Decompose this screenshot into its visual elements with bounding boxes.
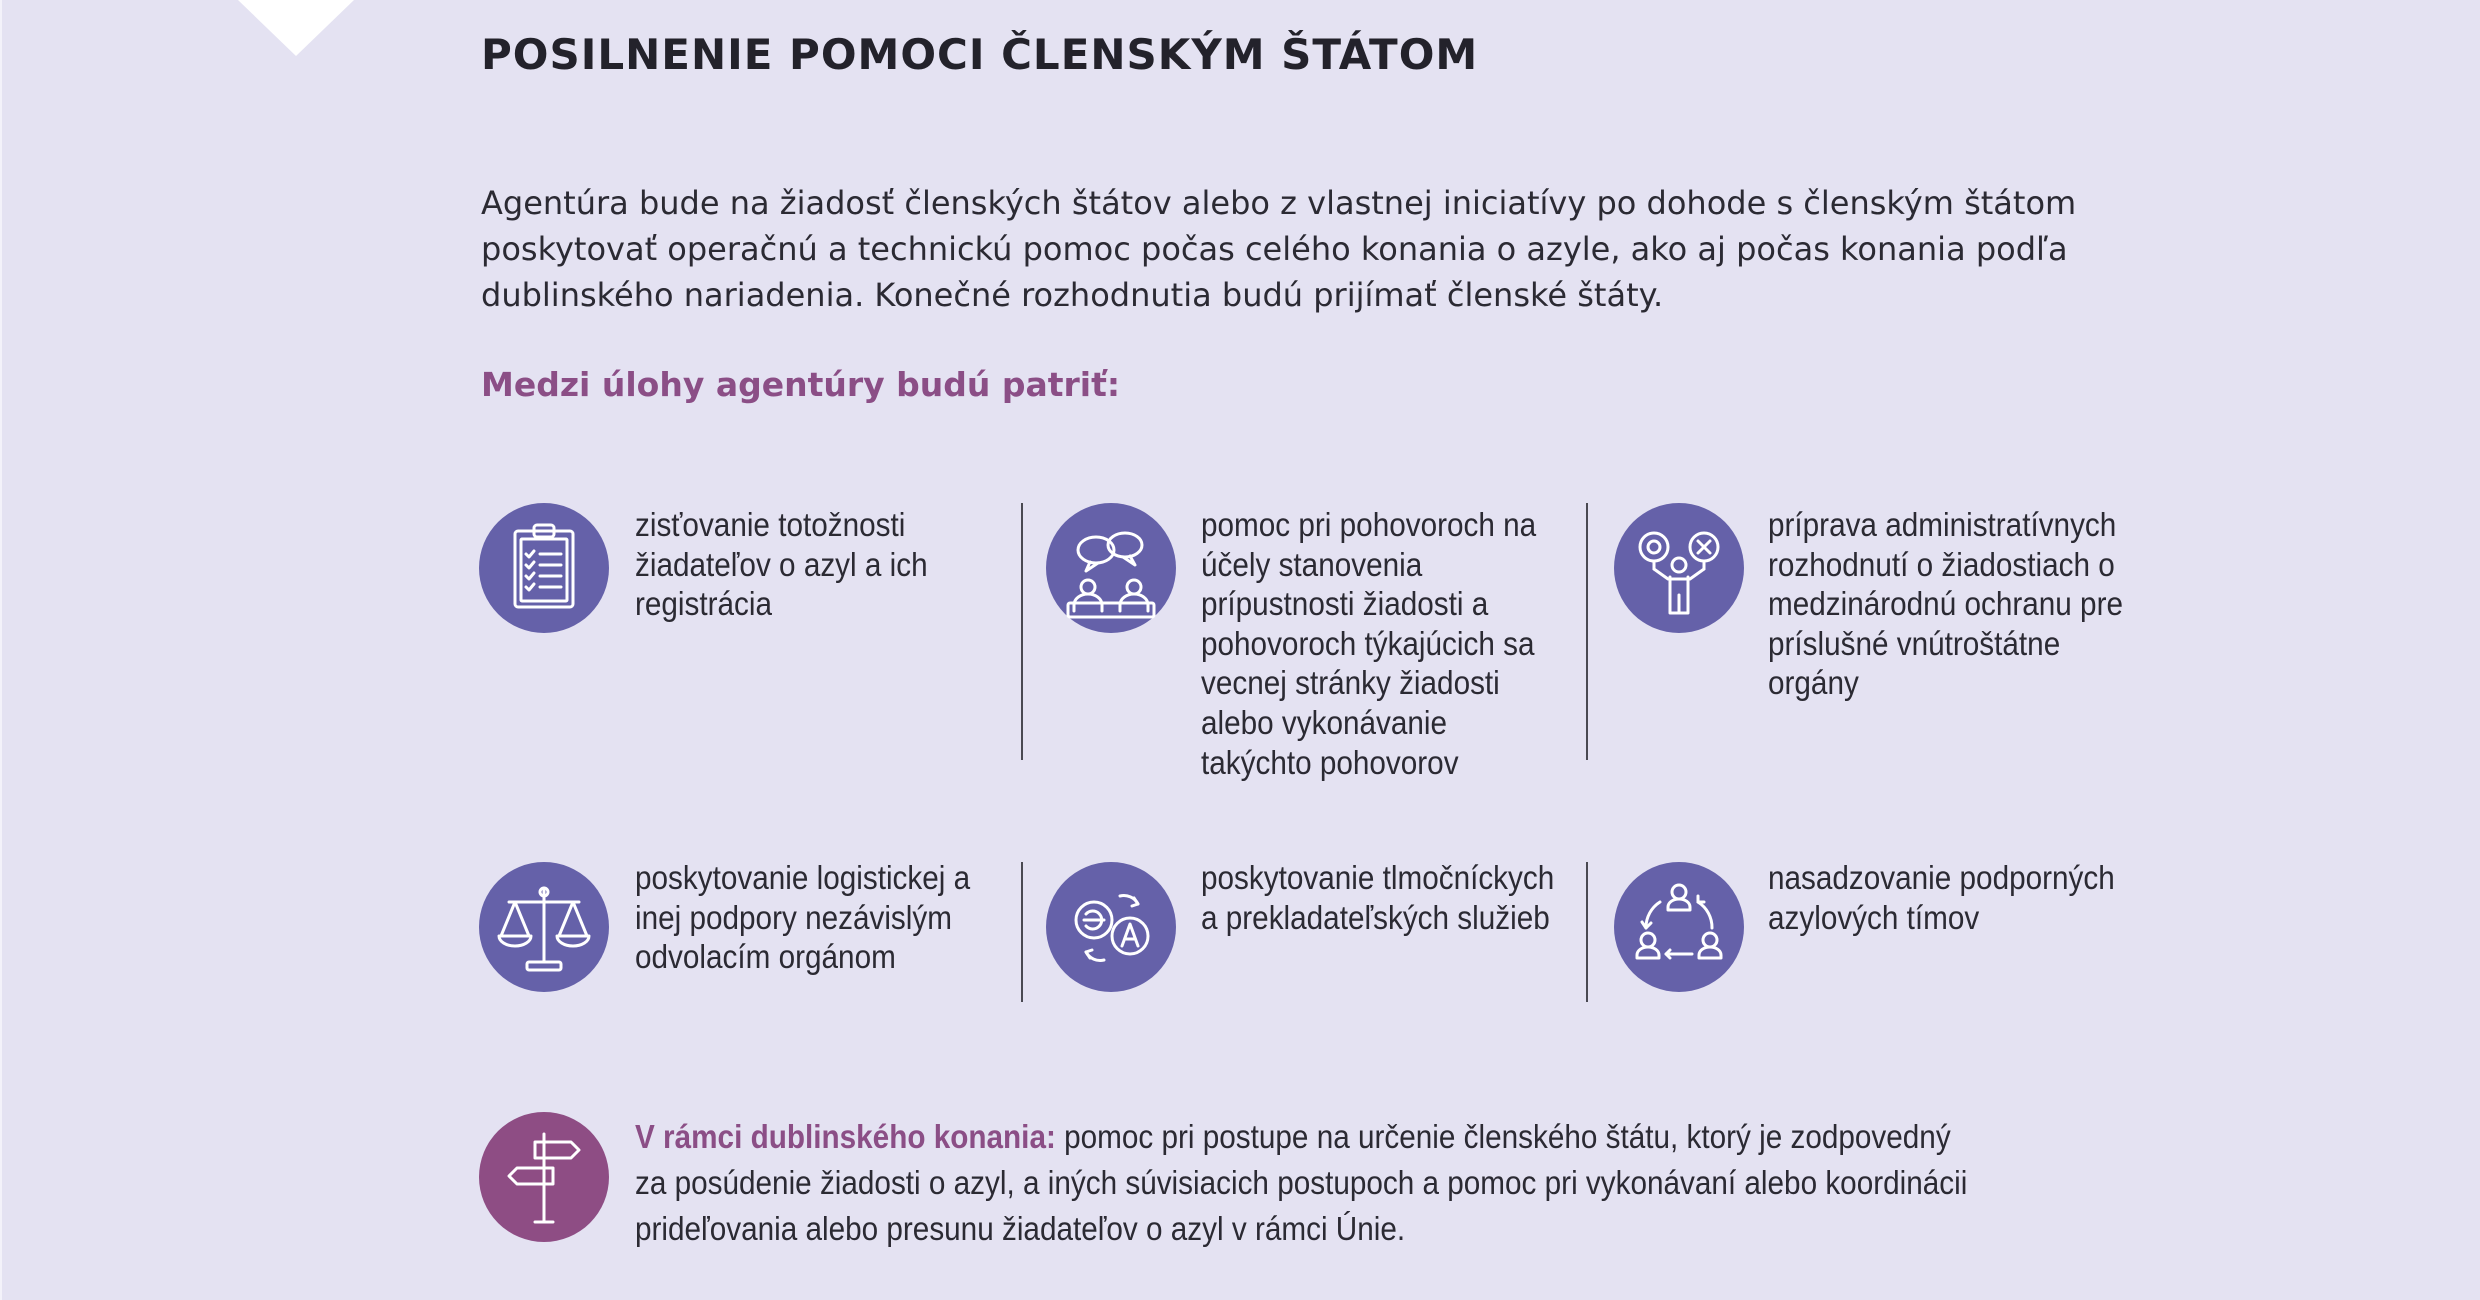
- tab-notch: [238, 0, 354, 56]
- dublin-paragraph: [635, 1114, 1985, 1252]
- task-label-decisions: príprava administratívnych rozhodnutí o žiadostiach o medzinárodnú ochranu pre príslušné vnútroštátne orgány: [1768, 506, 2123, 702]
- signpost-icon: [479, 1112, 609, 1242]
- translation-icon: [1046, 862, 1176, 992]
- dublin-lead: V rámci dublinského konania:: [635, 1118, 1056, 1155]
- tasks-heading: Medzi úlohy agentúry budú patriť:: [481, 365, 1121, 404]
- intro-paragraph: Agentúra bude na žiadosť členských štátov alebo z vlastnej iniciatívy po dohode s členským štátom poskytovať operačnú a technickú pomoc počas celého konania o azyle, ako aj počas konania podľa dublinského nariadenia. Konečné rozhodnutia budú prijímať členské štáty.: [481, 184, 2077, 314]
- page-edge: [0, 0, 2, 1300]
- column-divider: [1021, 503, 1023, 760]
- column-divider: [1586, 862, 1588, 1002]
- task-label-interpreting: poskytovanie tlmočníckych a prekladateľských služieb: [1201, 859, 1555, 936]
- task-label-logistics: poskytovanie logistickej a inej podpory nezávislým odvolacím orgánom: [635, 859, 971, 976]
- team-cycle-icon: [1614, 862, 1744, 992]
- column-divider: [1586, 503, 1588, 760]
- page-title: POSILNENIE POMOCI ČLENSKÝM ŠTÁTOM: [481, 30, 1479, 79]
- column-divider: [1021, 862, 1023, 1002]
- scales-icon: [479, 862, 609, 992]
- dublin-body: pomoc pri postupe na určenie členského štátu, ktorý je zodpovedný za posúdenie žiadosti o azyl, a iných súvisiacich postupoch a pomoc pri vykonávaní alebo koordinácii prideľovania alebo presunu žiadateľov o azyl v rámci Únie.: [635, 1118, 1968, 1247]
- task-label-support-teams: nasadzovanie podporných azylových tímov: [1768, 859, 2115, 936]
- interview-icon: [1046, 503, 1176, 633]
- task-label-identification: zisťovanie totožnosti žiadateľov o azyl a ich registrácia: [635, 506, 928, 623]
- task-label-interviews: pomoc pri pohovoroch na účely stanovenia prípustnosti žiadosti a pohovoroch týkajúcich sa vecnej stránky žiadosti alebo vykonávanie takýchto pohovorov: [1201, 506, 1537, 781]
- clipboard-checklist-icon: [479, 503, 609, 633]
- decision-icon: [1614, 503, 1744, 633]
